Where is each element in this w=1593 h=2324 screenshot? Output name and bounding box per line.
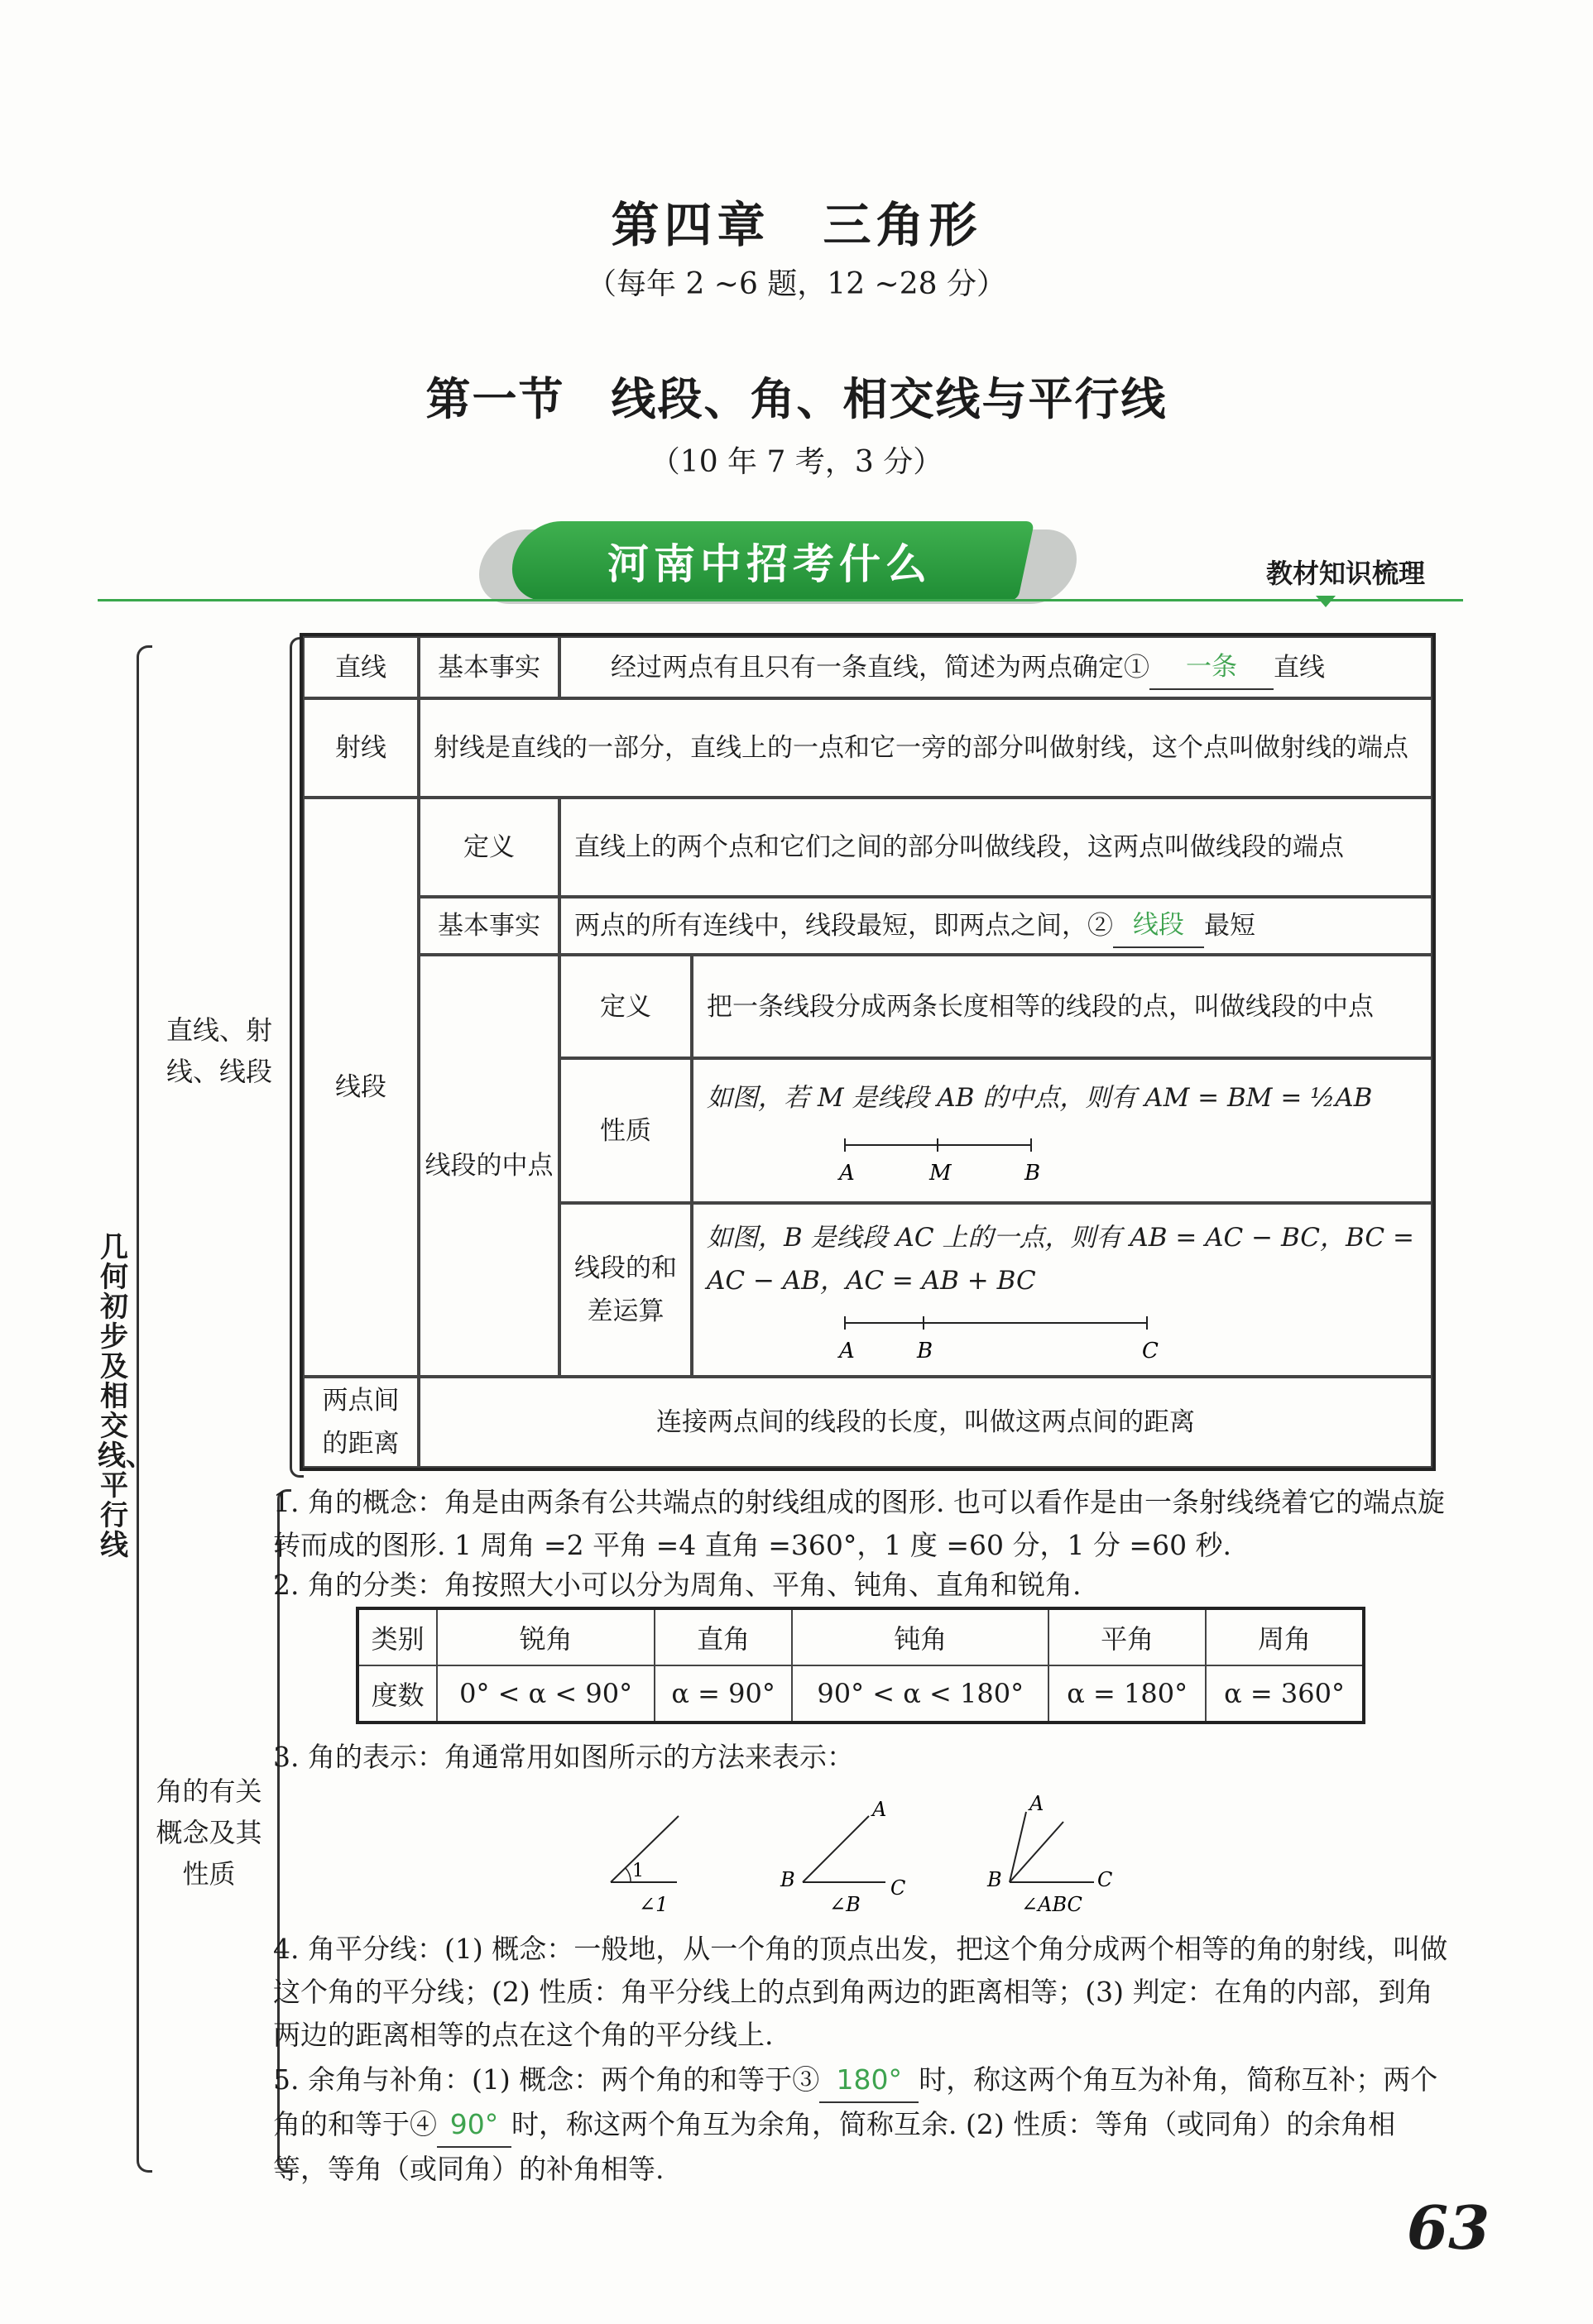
table-cell: α = 360°	[1206, 1665, 1364, 1723]
banner-text: 河南中招考什么	[607, 540, 932, 588]
table-cell: 90° < α < 180°	[792, 1665, 1048, 1723]
section-subtitle: （10 年 7 考，3 分）	[650, 445, 943, 479]
answer-4: 90°	[437, 2103, 511, 2148]
angle-caption: ∠B	[829, 1893, 861, 1916]
mid-def-text: 把一条线段分成两条长度相等的线段的点，叫做线段的中点	[692, 955, 1432, 1058]
side-label: 几何初步及相交线、平行线	[98, 1231, 154, 1562]
ray-text: 射线是直线的一部分，直线上的一点和它一旁的部分叫做射线，这个点叫做射线的端点	[419, 698, 1432, 798]
banner-tag: 教材知识梳理	[1266, 558, 1426, 589]
table-cell: 周角	[1206, 1608, 1364, 1665]
point-label: B	[1024, 1161, 1041, 1186]
angle-caption: ∠ABC	[1021, 1893, 1082, 1916]
page-number: 63	[1407, 2192, 1490, 2263]
table-cell: 0° < α < 90°	[437, 1665, 655, 1723]
midpoint-figure	[692, 1120, 1432, 1203]
point-label: C	[1142, 1339, 1159, 1363]
segment-name: 线段	[303, 798, 419, 1377]
angle-figures	[579, 1779, 1159, 1919]
distance-text: 连接两点间的线段的长度，叫做这两点间的距离	[419, 1377, 1432, 1468]
segment-fact-label: 基本事实	[419, 897, 559, 955]
table-cell: 度数	[357, 1665, 437, 1723]
line-fact-post: 直线	[1274, 652, 1325, 683]
segment-fact-text: 两点的所有连线中，线段最短，即两点之间，②	[574, 911, 1113, 941]
item5-text: 时，称这两个角互为余角，简称互余. (2) 性质：等角（或同角）的余角相等，等角（或同角）的补角相等.	[273, 2108, 1396, 2185]
angle-item-5	[273, 2058, 1448, 2191]
chapter-title: 第四章 三角形	[611, 197, 982, 253]
angle-point: A	[872, 1798, 887, 1821]
angle-item-3: 3. 角的表示：角通常用如图所示的方法来表示：	[273, 1741, 854, 1773]
mid-def-label: 定义	[559, 955, 692, 1058]
outer-brace	[137, 645, 152, 2173]
line-fact-label: 基本事实	[419, 636, 559, 698]
angle-point: A	[1029, 1792, 1044, 1815]
line-fact-text: 经过两点有且只有一条直线，简述为两点确定①	[611, 652, 1149, 683]
answer-3: 180°	[819, 2058, 919, 2103]
answer-1: 一条	[1149, 645, 1274, 690]
distance-label: 两点间的距离	[303, 1377, 419, 1468]
sum-text: 如图，B 是线段 AC 上的一点，则有 AB = AC − BC，BC = AC − AB，AC = AB + BC	[707, 1223, 1414, 1296]
divider-triangle	[1316, 596, 1336, 607]
item5-text: 5. 余角与补角：(1) 概念：两个角的和等于③	[273, 2063, 820, 2096]
angle-point: C	[890, 1876, 906, 1900]
angle-table	[356, 1607, 1365, 1724]
divider-line	[98, 599, 1463, 601]
section-banner	[505, 521, 1034, 601]
table-cell: 锐角	[437, 1608, 655, 1665]
answer-2: 线段	[1113, 903, 1204, 948]
prop-label: 性质	[559, 1058, 692, 1203]
group-label-angles: 角的有关概念及其性质	[156, 1775, 262, 1890]
angle-caption: ∠1	[639, 1893, 669, 1916]
angle-point: B	[987, 1868, 1002, 1891]
segment-def-label: 定义	[419, 798, 559, 897]
section-title: 第一节 线段、角、相交线与平行线	[425, 372, 1168, 425]
table-cell: 直角	[655, 1608, 792, 1665]
angle-item-2: 2. 角的分类：角按照大小可以分为周角、平角、钝角、直角和锐角.	[273, 1569, 1082, 1601]
angle-point: B	[780, 1868, 795, 1891]
table-cell: 钝角	[792, 1608, 1048, 1665]
table-cell: α = 180°	[1048, 1665, 1206, 1723]
point-label: A	[839, 1161, 855, 1186]
chapter-subtitle: （每年 2 ~6 题，12 ~28 分）	[587, 267, 1006, 301]
table-cell: 平角	[1048, 1608, 1206, 1665]
line-fact	[559, 636, 1432, 698]
table-cell: 类别	[357, 1608, 437, 1665]
item5-text: 时，称这两个角互为补角，简称互补；两个角的和等于④	[273, 2063, 1438, 2140]
angle-figure-3	[986, 1792, 1112, 1916]
point-label: A	[839, 1339, 855, 1363]
angle-figure-2	[780, 1798, 905, 1916]
midpoint-label: 线段的中点	[419, 955, 559, 1377]
line-name: 直线	[303, 636, 419, 698]
group-label-lines: 直线、射线、线段	[166, 1014, 272, 1087]
angle-item-4: 4. 角平分线：(1) 概念：一般地，从一个角的顶点出发，把这个角分成两个相等的角的射线，叫做这个角的平分线；(2) 性质：角平分线上的点到角两边的距离相等；(3) 判定：在角的内部，到角两边的距离相等的点在这个角的平分线上.	[273, 1933, 1448, 2051]
segment-fact-post: 最短	[1204, 911, 1255, 941]
angle-table-header	[357, 1608, 1364, 1665]
table-cell: α = 90°	[655, 1665, 792, 1723]
ray-name: 射线	[303, 698, 419, 798]
angle-label: 1	[632, 1861, 644, 1881]
point-label: B	[917, 1339, 933, 1363]
angle-point: C	[1097, 1868, 1113, 1891]
sum-label: 线段的和差运算	[559, 1203, 692, 1377]
knowledge-table	[300, 633, 1436, 1471]
point-label: M	[929, 1161, 952, 1186]
prop-text: 如图，若 M 是线段 AB 的中点，则有 AM = BM = ½AB	[707, 1083, 1373, 1113]
sum-figure	[692, 1298, 1432, 1377]
angle-item-1: 1. 角的概念：角是由两条有公共端点的射线组成的图形. 也可以看作是由一条射线绕着它的端点旋转而成的图形. 1 周角 =2 平角 =4 直角 =360°，1 度 =60 分，1 分 =60 秒.	[273, 1486, 1445, 1561]
angle-table-row	[357, 1665, 1364, 1723]
angle-figure-1	[611, 1816, 679, 1916]
segment-def-text: 直线上的两个点和它们之间的部分叫做线段，这两点叫做线段的端点	[559, 798, 1432, 897]
segment-fact	[559, 897, 1432, 955]
